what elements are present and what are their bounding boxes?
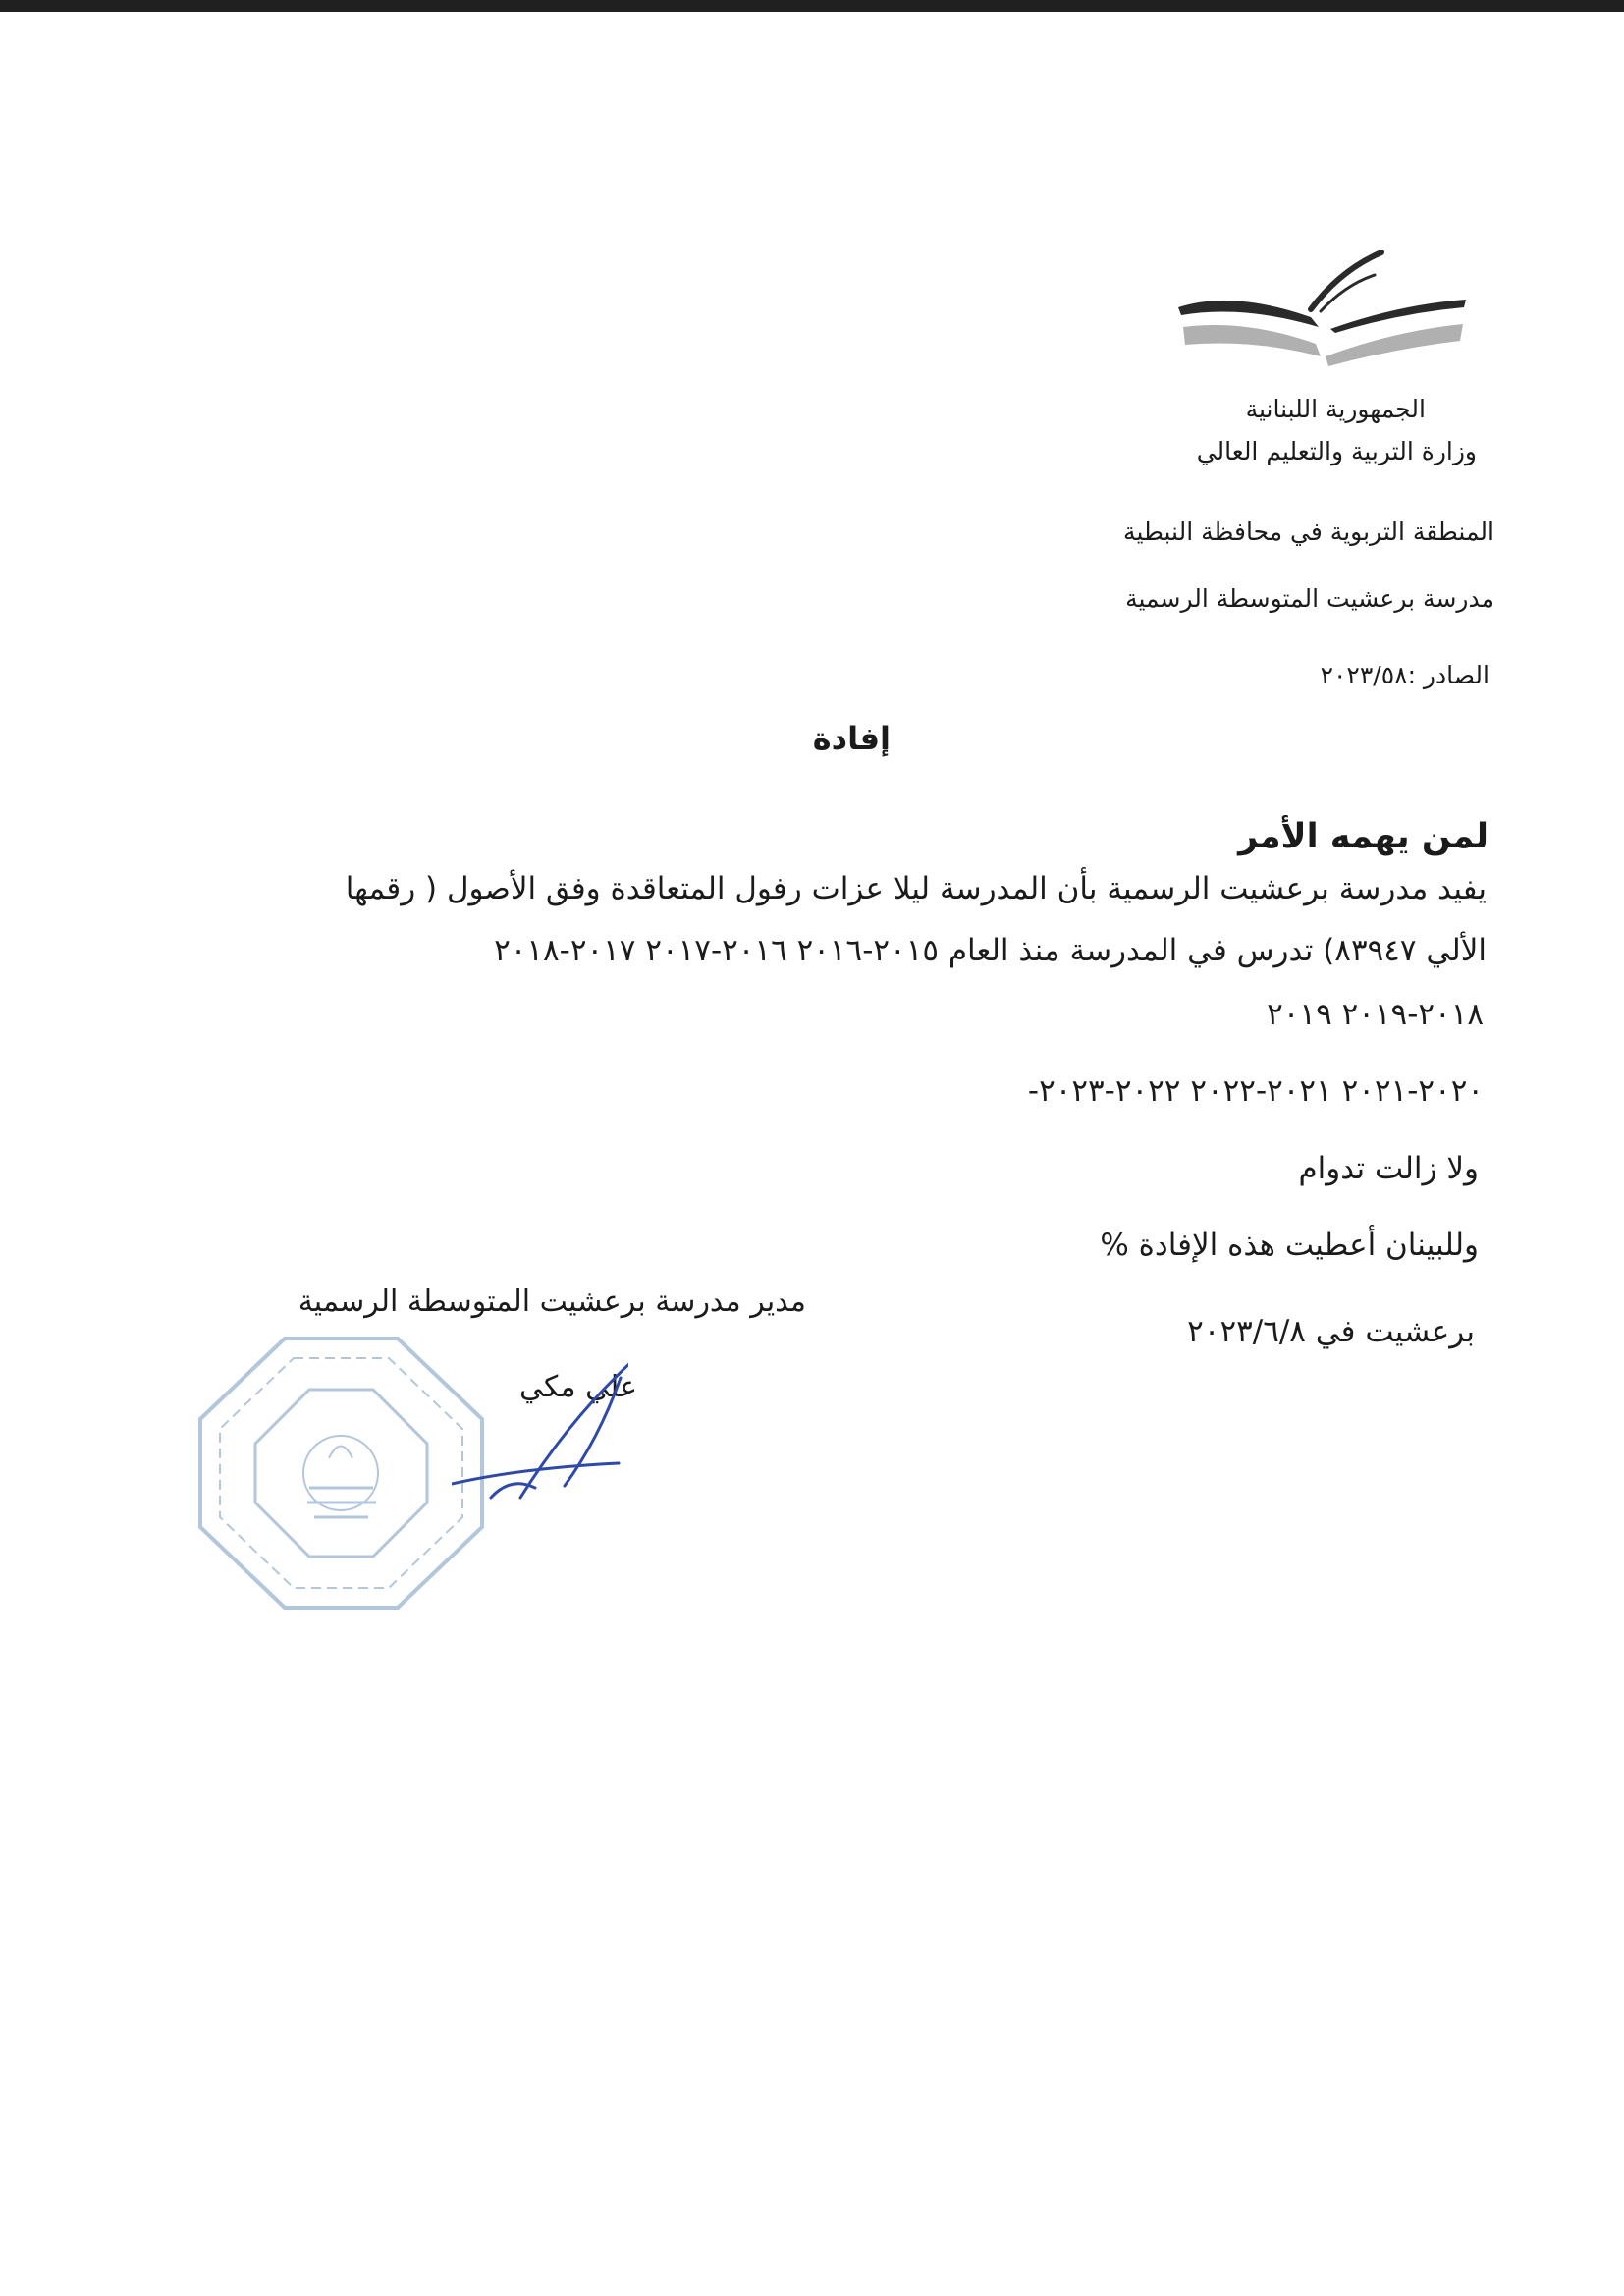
body-line-3: ٢٠١٨-٢٠١٩ ٢٠١٩ <box>1267 997 1484 1032</box>
official-stamp <box>191 1331 491 1615</box>
ministry-logo <box>1173 250 1468 373</box>
body-line-1: يفيد مدرسة برعشيت الرسمية بأن المدرسة ليلا عزات رفول المتعاقدة وفق الأصول ( رقمها <box>345 871 1487 906</box>
signature-title: مدير مدرسة برعشيت المتوسطة الرسمية <box>298 1285 806 1319</box>
scan-edge <box>0 0 1624 12</box>
header-outgoing-number: الصادر :٢٠٢٣/٥٨ <box>1320 661 1489 689</box>
body-line-2: الألي ٨٣٩٤٧) تدرس في المدرسة منذ العام ٢٠١٥-٢٠١٦ ٢٠١٦-٢٠١٧ ٢٠١٧-٢٠١٨ <box>494 933 1487 968</box>
place-date-line: برعشيت في ٢٠٢٣/٦/٨ <box>1187 1314 1475 1349</box>
header-region: المنطقة التربوية في محافظة النبطية <box>1123 518 1494 546</box>
header-republic: الجمهورية اللبنانية <box>1245 395 1426 423</box>
signatory-name: علي مكي <box>518 1370 637 1404</box>
to-whom-heading: لمن يهمه الأمر <box>1238 817 1489 856</box>
document-title: إفادة <box>812 720 891 757</box>
handwritten-signature <box>452 1360 628 1507</box>
statement-line: وللبينان أعطيت هذه الإفادة % <box>1100 1228 1479 1263</box>
header-ministry: وزارة التربية والتعليم العالي <box>1196 437 1477 465</box>
years-line: ٢٠٢٠-٢٠٢١ ٢٠٢١-٢٠٢٢ ٢٠٢٢-٢٠٢٣- <box>1027 1073 1484 1109</box>
header-school: مدرسة برعشيت المتوسطة الرسمية <box>1125 584 1494 613</box>
still-working-line: ولا زالت تدوام <box>1298 1151 1479 1186</box>
